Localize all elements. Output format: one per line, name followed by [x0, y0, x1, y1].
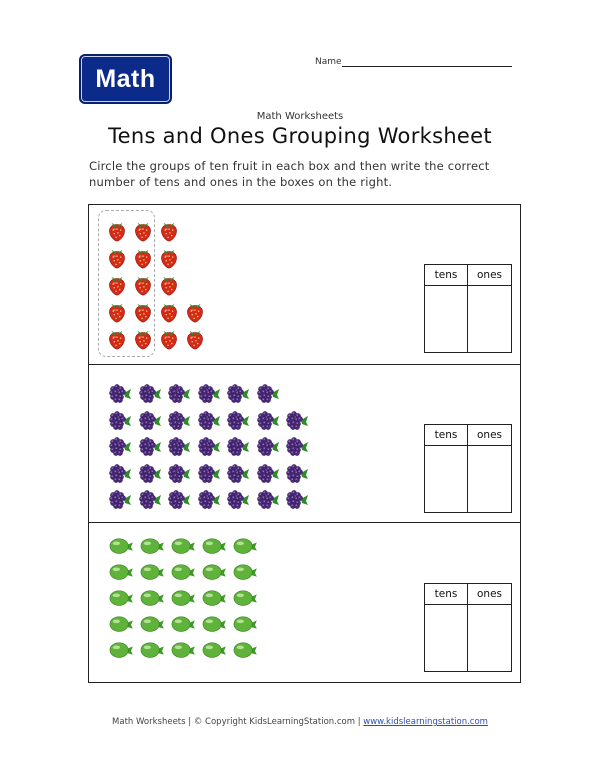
strawberry-icon: [158, 300, 180, 328]
ones-answer-cell[interactable]: [468, 286, 511, 352]
blackberry-icon: [106, 434, 132, 462]
blackberry-icon: [165, 434, 191, 462]
green-grape-icon: [168, 536, 196, 562]
strawberry-icon: [132, 219, 154, 247]
blackberry-icon: [136, 434, 162, 462]
blackberry-icon: [224, 434, 250, 462]
blackberry-icon: [195, 487, 221, 515]
blackberry-icon: [136, 487, 162, 515]
green-grape-icon: [199, 536, 227, 562]
footer-text: Math Worksheets | © Copyright KidsLearningStation.com |: [112, 717, 361, 727]
blackberry-icon: [106, 381, 132, 409]
green-grape-icon: [230, 562, 258, 588]
green-grape-icon: [137, 614, 165, 640]
tens-header: tens: [425, 425, 468, 446]
blackberry-icon: [165, 487, 191, 515]
green-grape-icon: [106, 536, 134, 562]
blackberry-icon: [195, 408, 221, 436]
ones-answer-cell[interactable]: [468, 446, 511, 512]
green-grape-icon: [137, 536, 165, 562]
blackberry-icon: [224, 461, 250, 489]
badge-label: Math: [95, 64, 156, 93]
blackberry-icon: [254, 434, 280, 462]
ones-header: ones: [468, 584, 511, 605]
blackberry-icon: [283, 461, 309, 489]
strawberry-icon: [158, 246, 180, 274]
strawberry-icon: [158, 219, 180, 247]
blackberry-icon: [136, 408, 162, 436]
blackberry-icon: [195, 434, 221, 462]
strawberry-icon: [106, 246, 128, 274]
blackberry-icon: [195, 461, 221, 489]
green-grape-icon: [106, 562, 134, 588]
green-grape-icon: [168, 640, 196, 666]
green-grape-icon: [137, 588, 165, 614]
blackberry-icon: [283, 408, 309, 436]
tens-answer-cell[interactable]: [425, 446, 468, 512]
blackberry-icon: [165, 408, 191, 436]
footer: [0, 717, 600, 727]
strawberry-icon: [184, 300, 206, 328]
blackberry-icon: [224, 487, 250, 515]
green-grape-icon: [230, 588, 258, 614]
blackberry-icon: [165, 381, 191, 409]
ones-answer-cell[interactable]: [468, 605, 511, 671]
green-grape-icon: [137, 640, 165, 666]
ones-header: ones: [468, 425, 511, 446]
green-grape-icon: [230, 640, 258, 666]
green-grape-icon: [199, 640, 227, 666]
green-grape-icon: [168, 588, 196, 614]
instructions-text: Circle the groups of ten fruit in each box and then write the correct number of tens and ones in the boxes on the right.: [89, 159, 490, 189]
green-grape-icon: [106, 588, 134, 614]
blackberry-icon: [165, 461, 191, 489]
strawberry-icon: [106, 273, 128, 301]
green-grape-icon: [106, 640, 134, 666]
strawberry-icon: [132, 327, 154, 355]
footer-link[interactable]: www.kidslearningstation.com: [363, 717, 488, 727]
strawberry-icon: [106, 219, 128, 247]
strawberry-icon: [184, 327, 206, 355]
green-grape-icon: [137, 562, 165, 588]
strawberry-icon: [132, 273, 154, 301]
worksheet-subtitle: Math Worksheets: [256, 111, 344, 122]
answer-table-2: [424, 424, 512, 513]
math-badge: [79, 54, 172, 104]
tens-header: tens: [425, 584, 468, 605]
blackberry-icon: [224, 381, 250, 409]
blackberry-icon: [254, 487, 280, 515]
green-grape-icon: [168, 562, 196, 588]
ones-header: ones: [468, 265, 511, 286]
blackberry-icon: [254, 381, 280, 409]
strawberry-icon: [132, 246, 154, 274]
blackberry-icon: [106, 461, 132, 489]
name-line[interactable]: [342, 66, 512, 67]
strawberry-icon: [158, 327, 180, 355]
blackberry-icon: [136, 381, 162, 409]
blackberry-icon: [106, 487, 132, 515]
strawberry-icon: [132, 300, 154, 328]
tens-header: tens: [425, 265, 468, 286]
green-grape-icon: [168, 614, 196, 640]
strawberry-icon: [106, 300, 128, 328]
green-grape-icon: [199, 588, 227, 614]
green-grape-icon: [230, 536, 258, 562]
blackberry-icon: [254, 408, 280, 436]
blackberry-icon: [195, 381, 221, 409]
answer-table-1: [424, 264, 512, 353]
worksheet-title: Tens and Ones Grouping Worksheet: [108, 124, 492, 148]
blackberry-icon: [136, 461, 162, 489]
green-grape-icon: [199, 562, 227, 588]
tens-answer-cell[interactable]: [425, 286, 468, 352]
green-grape-icon: [106, 614, 134, 640]
green-grape-icon: [199, 614, 227, 640]
blackberry-icon: [283, 487, 309, 515]
strawberry-icon: [106, 327, 128, 355]
tens-answer-cell[interactable]: [425, 605, 468, 671]
answer-table-3: [424, 583, 512, 672]
blackberry-icon: [106, 408, 132, 436]
strawberry-icon: [158, 273, 180, 301]
name-label: Name: [315, 57, 342, 67]
green-grape-icon: [230, 614, 258, 640]
blackberry-icon: [224, 408, 250, 436]
blackberry-icon: [254, 461, 280, 489]
blackberry-icon: [283, 434, 309, 462]
